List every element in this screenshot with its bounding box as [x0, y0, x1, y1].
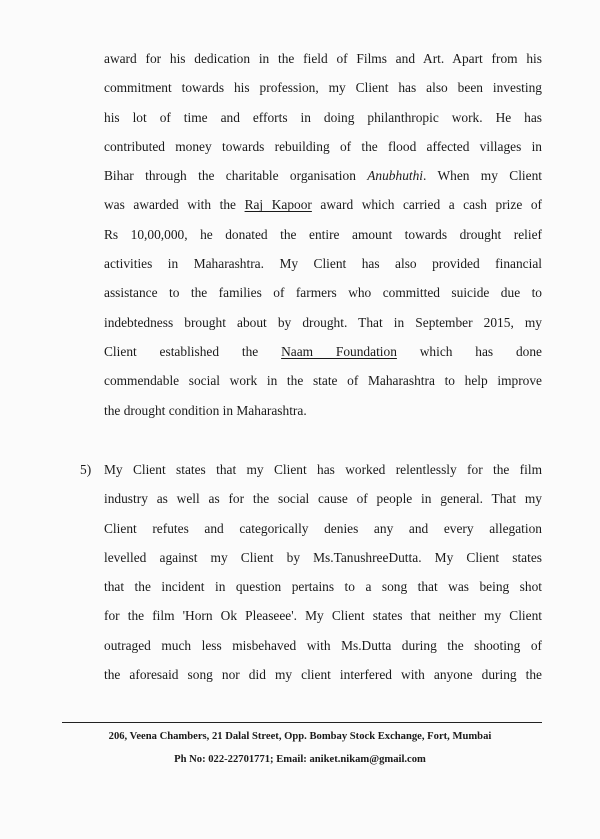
paragraph-4-continued — [104, 44, 542, 425]
text-line: for the film 'Horn Ok Pleaseee'. My Client states that neither my Client — [104, 608, 542, 624]
organisation-name-italic: Anubhuthi — [367, 168, 424, 184]
paragraph-5 — [104, 455, 542, 689]
text-line: activities in Maharashtra. My Client has also provided financial — [104, 256, 542, 272]
foundation-name-underlined: Naam Foundation — [281, 343, 397, 359]
text-line: the drought condition in Maharashtra. — [104, 402, 307, 418]
footer-divider — [62, 722, 542, 723]
award-name-underlined: Raj Kapoor — [244, 197, 312, 213]
text-line: his lot of time and efforts in doing philanthropic work. He has — [104, 109, 542, 125]
text-segment: award which carried a cash prize of — [311, 197, 543, 213]
text-line: the aforesaid song nor did my client interfered with anyone during the — [104, 667, 542, 683]
text-segment: Client established the — [104, 343, 282, 359]
text-line: commitment towards his profession, my Client has also been investing — [104, 80, 542, 96]
text-line: award for his dedication in the field of Films and Art. Apart from his — [104, 51, 542, 66]
text-line: commendable social work in the state of Maharashtra to help improve — [104, 373, 542, 389]
text-line: levelled against my Client by Ms.TanushreeDutta. My Client states — [104, 549, 542, 565]
text-line: assistance to the families of farmers who committed suicide due to — [104, 285, 542, 301]
text-segment: . When my Client — [423, 168, 542, 184]
text-segment: which has done — [396, 343, 542, 359]
text-line: My Client states that my Client has worked relentlessly for the film — [104, 462, 542, 477]
text-segment: Bihar through the charitable organisation — [104, 168, 368, 184]
text-line: Client refutes and categorically denies any and every allegation — [104, 520, 542, 536]
text-line — [104, 161, 542, 190]
text-line: contributed money towards rebuilding of the flood affected villages in — [104, 138, 542, 154]
footer-contact: Ph No: 022-22701771; Email: aniket.nikam@gmail.com — [174, 754, 426, 765]
text-line: industry as well as for the social cause of people in general. That my — [104, 491, 542, 507]
text-line: Rs 10,00,000, he donated the entire amount towards drought relief — [104, 226, 542, 242]
footer-address: 206, Veena Chambers, 21 Dalal Street, Opp. Bombay Stock Exchange, Fort, Mumbai — [108, 731, 492, 742]
text-segment: was awarded with the — [104, 197, 245, 213]
text-line — [104, 190, 542, 219]
text-line: indebtedness brought about by drought. That in September 2015, my — [104, 314, 542, 330]
text-line: outraged much less misbehaved with Ms.Dutta during the shooting of — [104, 637, 542, 653]
text-line: that the incident in question pertains to a song that was being shot — [104, 579, 542, 595]
paragraph-number: 5) — [80, 462, 92, 477]
text-line — [104, 337, 542, 366]
